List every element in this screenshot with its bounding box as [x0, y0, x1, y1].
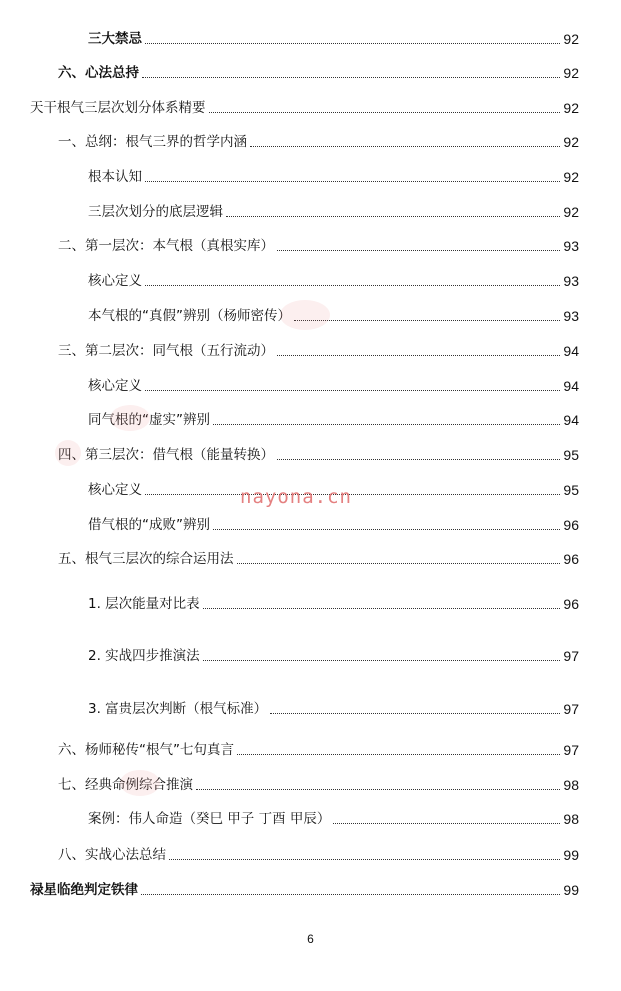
- toc-entry: [58, 741, 579, 759]
- toc-entry-page: 96: [563, 517, 579, 533]
- toc-leader-dots: [209, 112, 561, 113]
- toc-entry-title: 三层次划分的底层逻辑: [88, 204, 223, 220]
- toc-entry: [88, 307, 579, 325]
- toc-leader-dots: [196, 789, 560, 790]
- toc-entry-title: 七、经典命例综合推演: [58, 777, 193, 793]
- toc-entry-title: 四、第三层次：借气根（能量转换）: [58, 447, 274, 463]
- toc-leader-dots: [145, 390, 560, 391]
- toc-entry-page: 92: [563, 31, 579, 47]
- toc-entry-title: 二、第一层次：本气根（真根实库）: [58, 238, 274, 254]
- toc-leader-dots: [145, 494, 560, 495]
- toc-entry-page: 99: [563, 882, 579, 898]
- toc-entry-page: 95: [563, 447, 579, 463]
- toc-entry-page: 99: [563, 847, 579, 863]
- toc-entry: [58, 342, 579, 360]
- toc-entry: [88, 700, 579, 718]
- toc-entry: [88, 516, 579, 534]
- toc-entry: [88, 377, 579, 395]
- toc-leader-dots: [270, 713, 560, 714]
- toc-entry-page: 92: [563, 100, 579, 116]
- toc-entry-page: 94: [563, 343, 579, 359]
- toc-entry-title: 核心定义: [88, 273, 142, 289]
- toc-entry-title: 禄星临绝判定铁律: [30, 882, 138, 898]
- toc-entry: [88, 810, 579, 828]
- toc-entry-title: 三、第二层次：同气根（五行流动）: [58, 343, 274, 359]
- toc-leader-dots: [333, 823, 560, 824]
- toc-leader-dots: [203, 608, 561, 609]
- toc-entry: [88, 647, 579, 665]
- toc-entry-title: 核心定义: [88, 482, 142, 498]
- toc-entry-page: 92: [563, 204, 579, 220]
- toc-entry-page: 93: [563, 308, 579, 324]
- toc-leader-dots: [277, 459, 560, 460]
- toc-leader-dots: [277, 250, 560, 251]
- toc-entry-page: 94: [563, 412, 579, 428]
- toc-leader-dots: [203, 660, 561, 661]
- toc-entry-page: 97: [563, 742, 579, 758]
- toc-entry-title: 八、实战心法总结: [58, 847, 166, 863]
- toc-entry-title: 本气根的“真假”辨别（杨师密传）: [88, 308, 291, 324]
- toc-entry-title: 天干根气三层次划分体系精要: [30, 100, 206, 116]
- toc-entry: [88, 203, 579, 221]
- toc-entry-title: 3. 富贵层次判断（根气标准）: [88, 701, 268, 717]
- toc-entry-title: 三大禁忌: [88, 31, 142, 47]
- toc-entry-page: 97: [563, 701, 579, 717]
- toc-entry-title: 六、杨师秘传“根气”七句真言: [58, 742, 234, 758]
- watermark: nayona.cn: [240, 486, 352, 508]
- toc-entry-page: 92: [563, 65, 579, 81]
- toc-entry-page: 98: [563, 811, 579, 827]
- toc-leader-dots: [145, 181, 560, 182]
- page-number: 6: [307, 932, 314, 946]
- toc-entry: [88, 272, 579, 290]
- toc-entry-page: 92: [563, 169, 579, 185]
- toc-leader-dots: [250, 146, 560, 147]
- toc-leader-dots: [213, 424, 560, 425]
- toc-entry: [58, 133, 579, 151]
- toc-leader-dots: [294, 320, 560, 321]
- toc-entry-title: 核心定义: [88, 378, 142, 394]
- toc-entry: [88, 411, 579, 429]
- toc-leader-dots: [145, 285, 560, 286]
- toc-entry: [58, 446, 579, 464]
- faint-stamp: [280, 300, 330, 330]
- toc-entry-title: 1. 层次能量对比表: [88, 596, 200, 612]
- toc-entry-page: 93: [563, 238, 579, 254]
- toc-entry-title: 根本认知: [88, 169, 142, 185]
- toc-entry: [30, 881, 579, 899]
- toc-leader-dots: [213, 529, 560, 530]
- toc-entry-title: 六、心法总持: [58, 65, 139, 81]
- toc-leader-dots: [237, 563, 561, 564]
- toc-entry: [58, 550, 579, 568]
- toc-entry-title: 同气根的“虚实”辨别: [88, 412, 210, 428]
- toc-entry-page: 96: [563, 551, 579, 567]
- toc-entry: [58, 64, 579, 82]
- toc-entry-title: 2. 实战四步推演法: [88, 648, 200, 664]
- toc-entry: [88, 595, 579, 613]
- faint-stamp: [120, 770, 160, 796]
- toc-entry-page: 92: [563, 134, 579, 150]
- toc-entry-page: 97: [563, 648, 579, 664]
- toc-leader-dots: [169, 859, 560, 860]
- toc-leader-dots: [277, 355, 560, 356]
- toc-leader-dots: [226, 216, 560, 217]
- toc-entry-page: 93: [563, 273, 579, 289]
- toc-leader-dots: [145, 43, 560, 44]
- toc-leader-dots: [142, 77, 560, 78]
- toc-entry-title: 一、总纲：根气三界的哲学内涵: [58, 134, 247, 150]
- faint-stamp: [110, 405, 150, 431]
- toc-entry-page: 96: [563, 596, 579, 612]
- toc-entry-title: 案例：伟人命造（癸巳 甲子 丁酉 甲辰）: [88, 811, 331, 827]
- toc-entry: [30, 99, 579, 117]
- toc-entry-page: 98: [563, 777, 579, 793]
- toc-entry-title: 借气根的“成败”辨别: [88, 517, 210, 533]
- toc-entry: [58, 846, 579, 864]
- toc-entry: [88, 30, 579, 48]
- toc-entry-title: 五、根气三层次的综合运用法: [58, 551, 234, 567]
- faint-stamp: [55, 440, 81, 466]
- toc-entry: [88, 168, 579, 186]
- toc-entry-page: 95: [563, 482, 579, 498]
- toc-entry-page: 94: [563, 378, 579, 394]
- toc-leader-dots: [237, 754, 560, 755]
- toc-entry: [58, 237, 579, 255]
- toc-leader-dots: [141, 894, 560, 895]
